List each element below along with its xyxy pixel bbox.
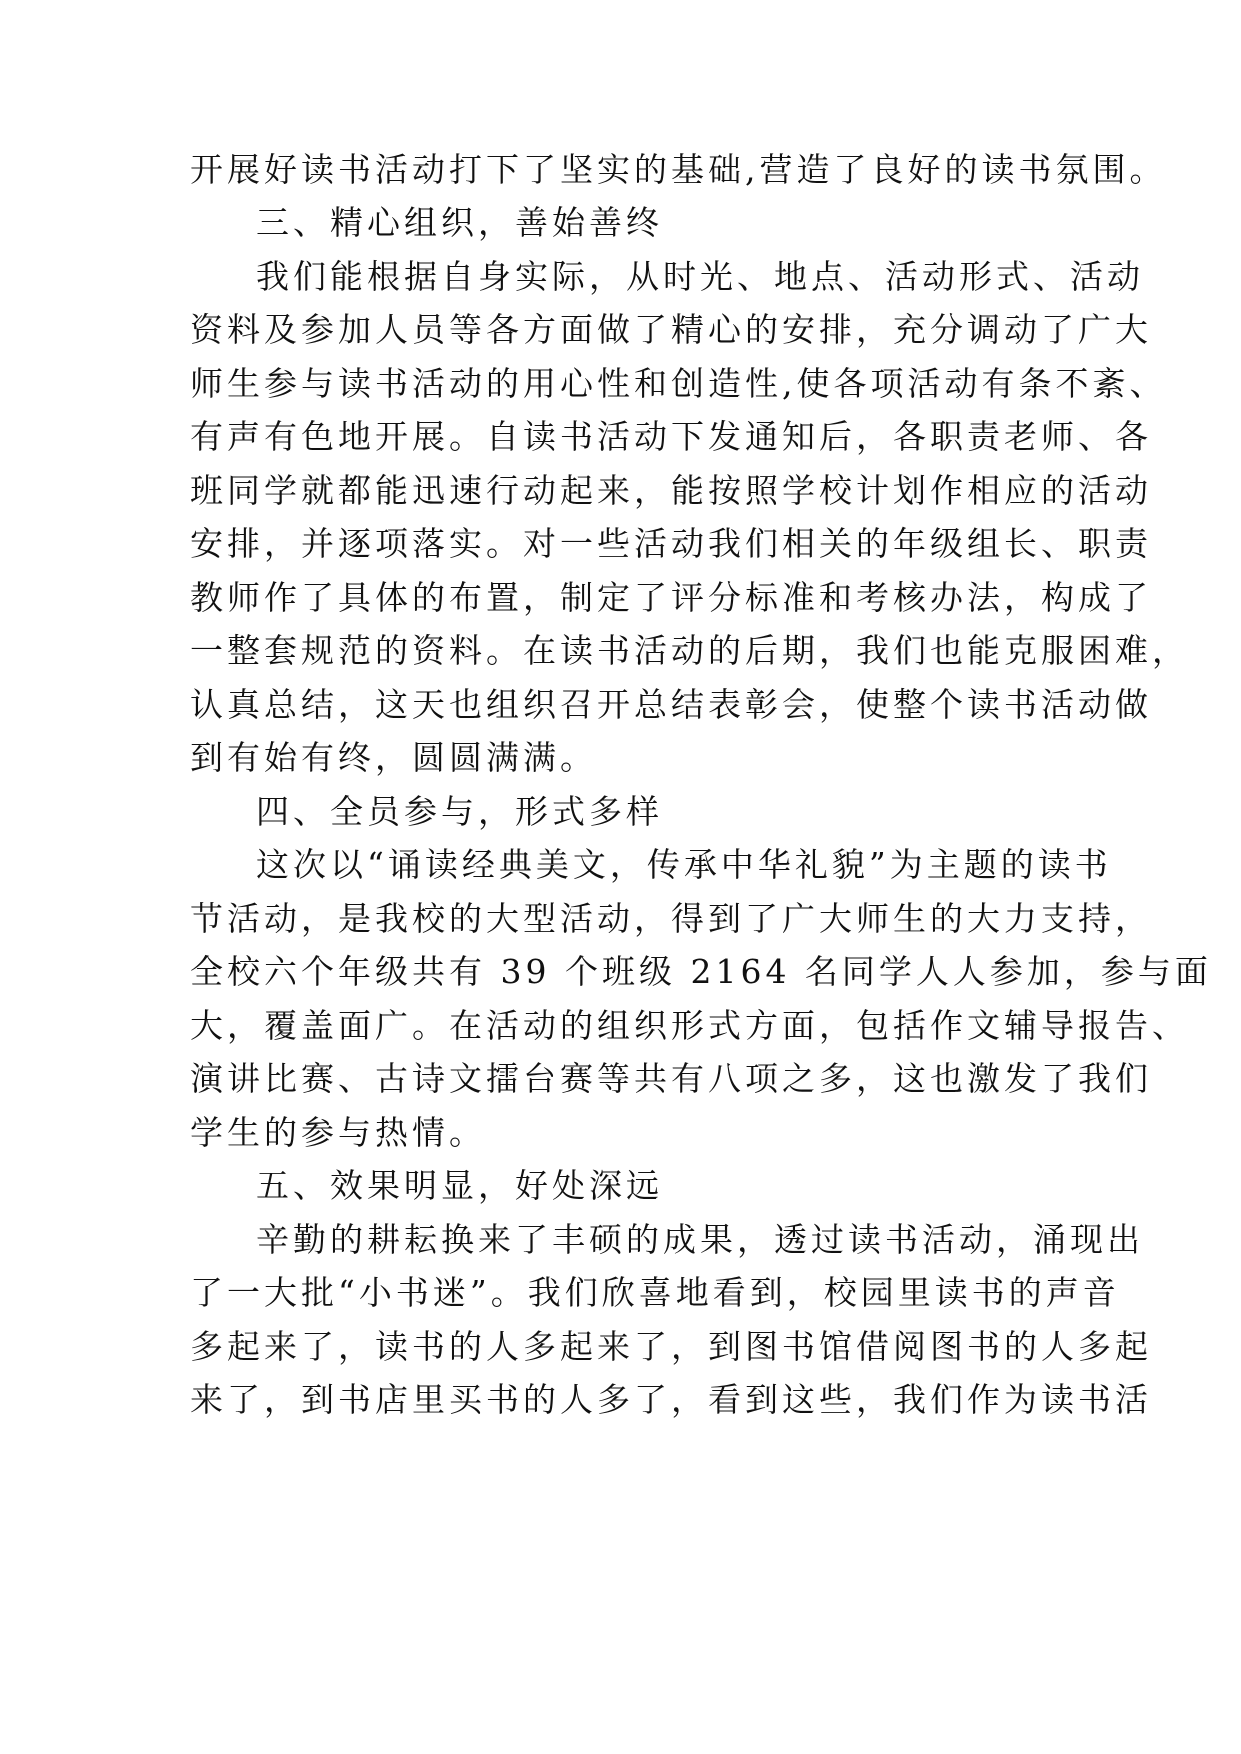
text-line: 我们能根据自身实际，从时光、地点、活动形式、活动 [256, 257, 1144, 296]
text-line: 到有始有终，圆圆满满。 [190, 738, 597, 777]
text-line: 班同学就都能迅速行动起来，能按照学校计划作相应的活动 [190, 471, 1152, 510]
text-line: 有声有色地开展。自读书活动下发通知后，各职责老师、各 [190, 417, 1152, 456]
text-line: 演讲比赛、古诗文擂台赛等共有八项之多，这也激发了我们 [190, 1059, 1152, 1098]
text-line: 来了，到书店里买书的人多了，看到这些，我们作为读书活 [190, 1380, 1152, 1419]
text-line: 节活动，是我校的大型活动，得到了广大师生的大力支持， [190, 899, 1152, 938]
text-line: 师生参与读书活动的用心性和创造性,使各项活动有条不紊、 [190, 364, 1167, 403]
text-line: 全校六个年级共有 39 个班级 2164 名同学人人参加，参与面 [190, 952, 1212, 991]
text-line: 多起来了，读书的人多起来了，到图书馆借阅图书的人多起 [190, 1327, 1152, 1366]
section-heading: 五、效果明显，好处深远 [256, 1166, 663, 1205]
text-line: 这次以“诵读经典美文，传承中华礼貌”为主题的读书 [256, 845, 1112, 884]
text-line: 了一大批“小书迷”。我们欣喜地看到，校园里读书的声音 [190, 1273, 1120, 1312]
text-line: 大，覆盖面广。在活动的组织形式方面，包括作文辅导报告、 [190, 1006, 1189, 1045]
text-line: 开展好读书活动打下了坚实的基础,营造了良好的读书氛围。 [190, 150, 1167, 189]
section-heading: 三、精心组织，善始善终 [256, 203, 663, 242]
text-line: 资料及参加人员等各方面做了精心的安排，充分调动了广大 [190, 310, 1152, 349]
text-line: 一整套规范的资料。在读书活动的后期，我们也能克服困难， [190, 631, 1189, 670]
text-line: 教师作了具体的布置，制定了评分标准和考核办法，构成了 [190, 578, 1152, 617]
text-line: 安排，并逐项落实。对一些活动我们相关的年级组长、职责 [190, 524, 1152, 563]
text-line: 认真总结，这天也组织召开总结表彰会，使整个读书活动做 [190, 685, 1152, 724]
text-line: 学生的参与热情。 [190, 1113, 486, 1152]
section-heading: 四、全员参与，形式多样 [256, 792, 663, 831]
text-line: 辛勤的耕耘换来了丰硕的成果，透过读书活动，涌现出 [256, 1220, 1144, 1259]
